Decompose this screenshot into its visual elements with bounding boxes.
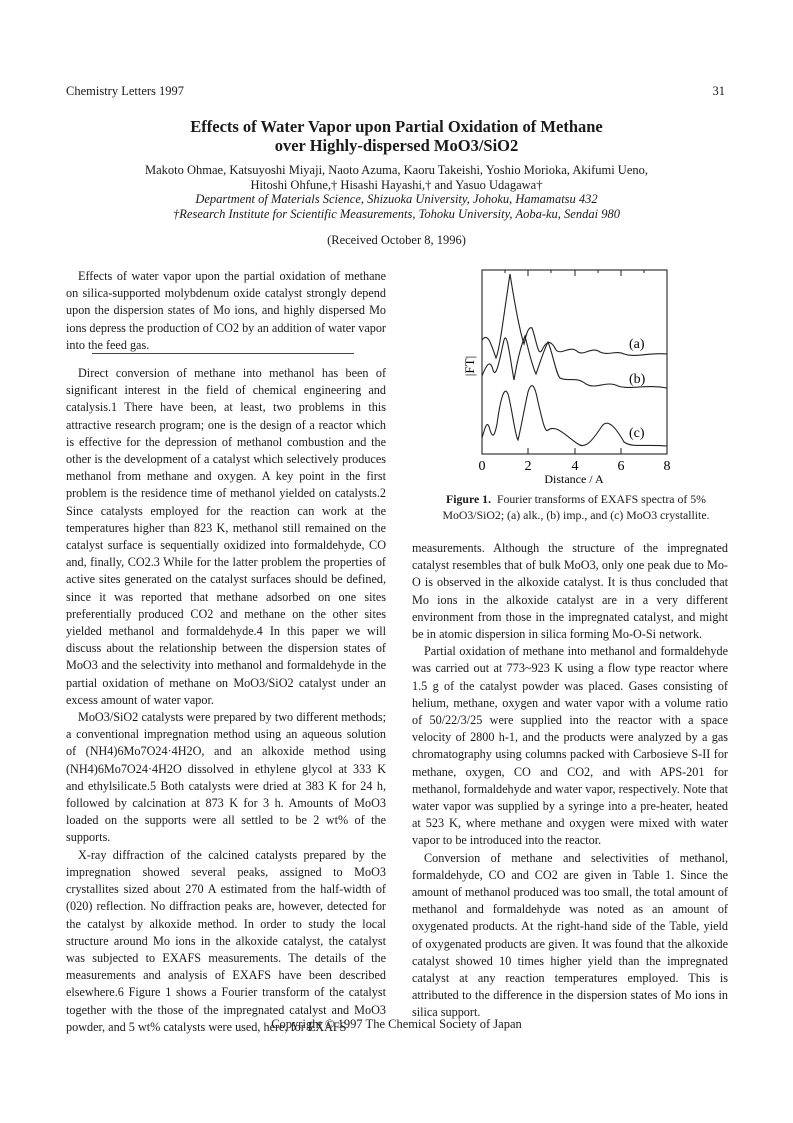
caption-label: Figure 1. [446,492,492,506]
curve-label-b: (b) [629,372,646,387]
caption-text: Fourier transforms of EXAFS spectra of 5% MoO3/SiO2; (a) alk., (b) imp., and (c) MoO3 crystallite. [442,492,710,522]
body-right-column [412,540,728,1022]
abstract [66,268,386,354]
x-tick-label: 2 [524,459,532,474]
title-line-1: Effects of Water Vapor upon Partial Oxidation of Methane [190,117,603,136]
body-left-column [66,365,386,1036]
copyright-footer: Copyright © 1997 The Chemical Society of Japan [271,1017,522,1031]
journal-header: Chemistry Letters 1997 [66,84,185,98]
authors-line-1: Makoto Ohmae, Katsuyoshi Miyaji, Naoto Azuma, Kaoru Takeishi, Yoshio Morioka, Akifumi Ueno, [144,163,648,177]
curve-label-c: (c) [629,426,645,441]
paragraph: MoO3/SiO2 catalysts were prepared by two different methods; a conventional impregnation method using an aqueous solution of (NH4)6Mo7O24·4H2O, and an alkoxide method using (NH4)6Mo7O24·4H2O dissolved in ethylene glycol at 333 K and ethylsilicate.5 Both catalysts were dried at 383 K for 24 h, followed by calcination at 873 K for 3 h. Amounts of MoO3 loaded on the supports were all settled to be 2 wt% of the supports. [66,710,386,845]
affiliation-1: Department of Materials Science, Shizuoka University, Johoku, Hamamatsu 432 [195,192,598,206]
page-number: 31 [712,84,725,98]
authors-line-2: Hitoshi Ohfune,† Hisashi Hayashi,† and Yasuo Udagawa† [250,178,543,192]
x-tick-label: 6 [617,459,625,474]
figure-1-plot [440,262,730,487]
x-tick-label: 4 [571,459,579,474]
paragraph: measurements. Although the structure of the impregnated catalyst resembles that of bulk MoO3, only one peak due to Mo-O is observed in the alkoxide catalyst. It is thus concluded that Mo ions in the alkoxide catalyst are in a very different environment from those in the impregnated catalyst, and might be in atomic dispersion in silica forming Mo-O-Si network. [412,541,728,642]
figure-1-caption [420,492,732,523]
x-axis-label: Distance / A [544,472,604,486]
paragraph: Conversion of methane and selectivities of methanol, formaldehyde, CO and CO2 are given in Table 1. Since the amount of methanol produced was too small, the total amount of methanol and formaldehyde was noted as an amount of oxygenated products. At the right-hand side of the Table, yield of oxygenated products are given. It was found that the alkoxide catalyst showed 10 times higher yield than the impregnated catalyst at any reaction temperatures employed. This is attributed to the difference in the dispersion states of Mo ions in silica support. [412,850,728,1020]
abstract-divider [92,353,354,354]
x-tick-label: 0 [478,459,486,474]
paragraph: X-ray diffraction of the calcined catalysts prepared by the impregnation showed several peaks, assigned to MoO3 crystallites sized about 270 A estimated from the half-width of (020) reflection. No diffraction peaks are, however, detected for the catalyst by alkoxide method. In order to study the local structure around Mo ions in the alkoxide catalyst, the catalyst was subjected to EXAFS measurements. The details of the measurements and analysis of EXAFS have been described elsewhere.6 Figure 1 shows a Fourier transform of the catalyst together with the those of the impregnated catalyst and MoO3 powder, and 5 wt% catalysts were used, here, for EXAFS [66,847,386,1034]
abstract-text: Effects of water vapor upon the partial oxidation of methane on silica-supported molybdenum oxide catalyst strongly depend upon the dispersion states of Mo ions, and highly dispersed Mo ions depress the production of CO2 by an addition of water vapor into the feed gas. [66,269,386,352]
paragraph: Partial oxidation of methane into methanol and formaldehyde was carried out at 773~923 K using a flow type reactor where 1.5 g of the catalyst powder was placed. Gases consisting of helium, methane, oxygen and water vapor with a volume ratio of 50/22/3/25 were supplied into the reactor with a space velocity of 2800 h-1, and the products were analyzed by a gas chromatography using columns packed with Carbosieve S-II for methane, oxygen, CO and CO2, and with APS-201 for methanol, formaldehyde and water vapor, respectively. Note that water vapor was supplied by a syringe into a pre-heater, heated at 523 K, where methane and oxygen were mixed with water vapor to be introduced into the reactor. [412,644,728,848]
affiliation-2: †Research Institute for Scientific Measurements, Tohoku University, Aoba-ku, Sendai 980 [173,207,620,221]
received-date: (Received October 8, 1996) [327,233,466,247]
paragraph: Direct conversion of methane into methanol has been of significant interest in the field of chemical engineering and catalysis.1 There have been, at least, two problems in this attractive research program; one is the design of a reactor which is effective for the depression of methanol combustion and the other is the development of a catalyst which selectively produces methanol from methane and oxygen. A key point in the first problem is the residence time of methanol yielded on catalysts.2 Since catalysts employed for the reaction can work at the temperatures higher than 823 K, methanol still remained on the catalyst surface is sequentially oxidized into formaldehyde, CO and, finally, CO2.3 While for the latter problem the properties of active sites generated on the catalyst surfaces should be defined, since it was reported that methane adsorbed on one sites preferentially produced CO2 and methane on the other sites yielded methanol and formaldehyde.4 In this paper we will discuss about the relationship between the dispersion states of MoO3 and the selectivity into methanol and formaldehyde in the partial oxidation of methane on MoO3/SiO2 catalyst under an excess amount of water vapor. [66,366,386,707]
y-axis-label: |FT| [462,355,477,377]
title-line-2: over Highly-dispersed MoO3/SiO2 [274,136,519,155]
x-tick-label: 8 [663,459,671,474]
curve-label-a: (a) [629,337,645,352]
